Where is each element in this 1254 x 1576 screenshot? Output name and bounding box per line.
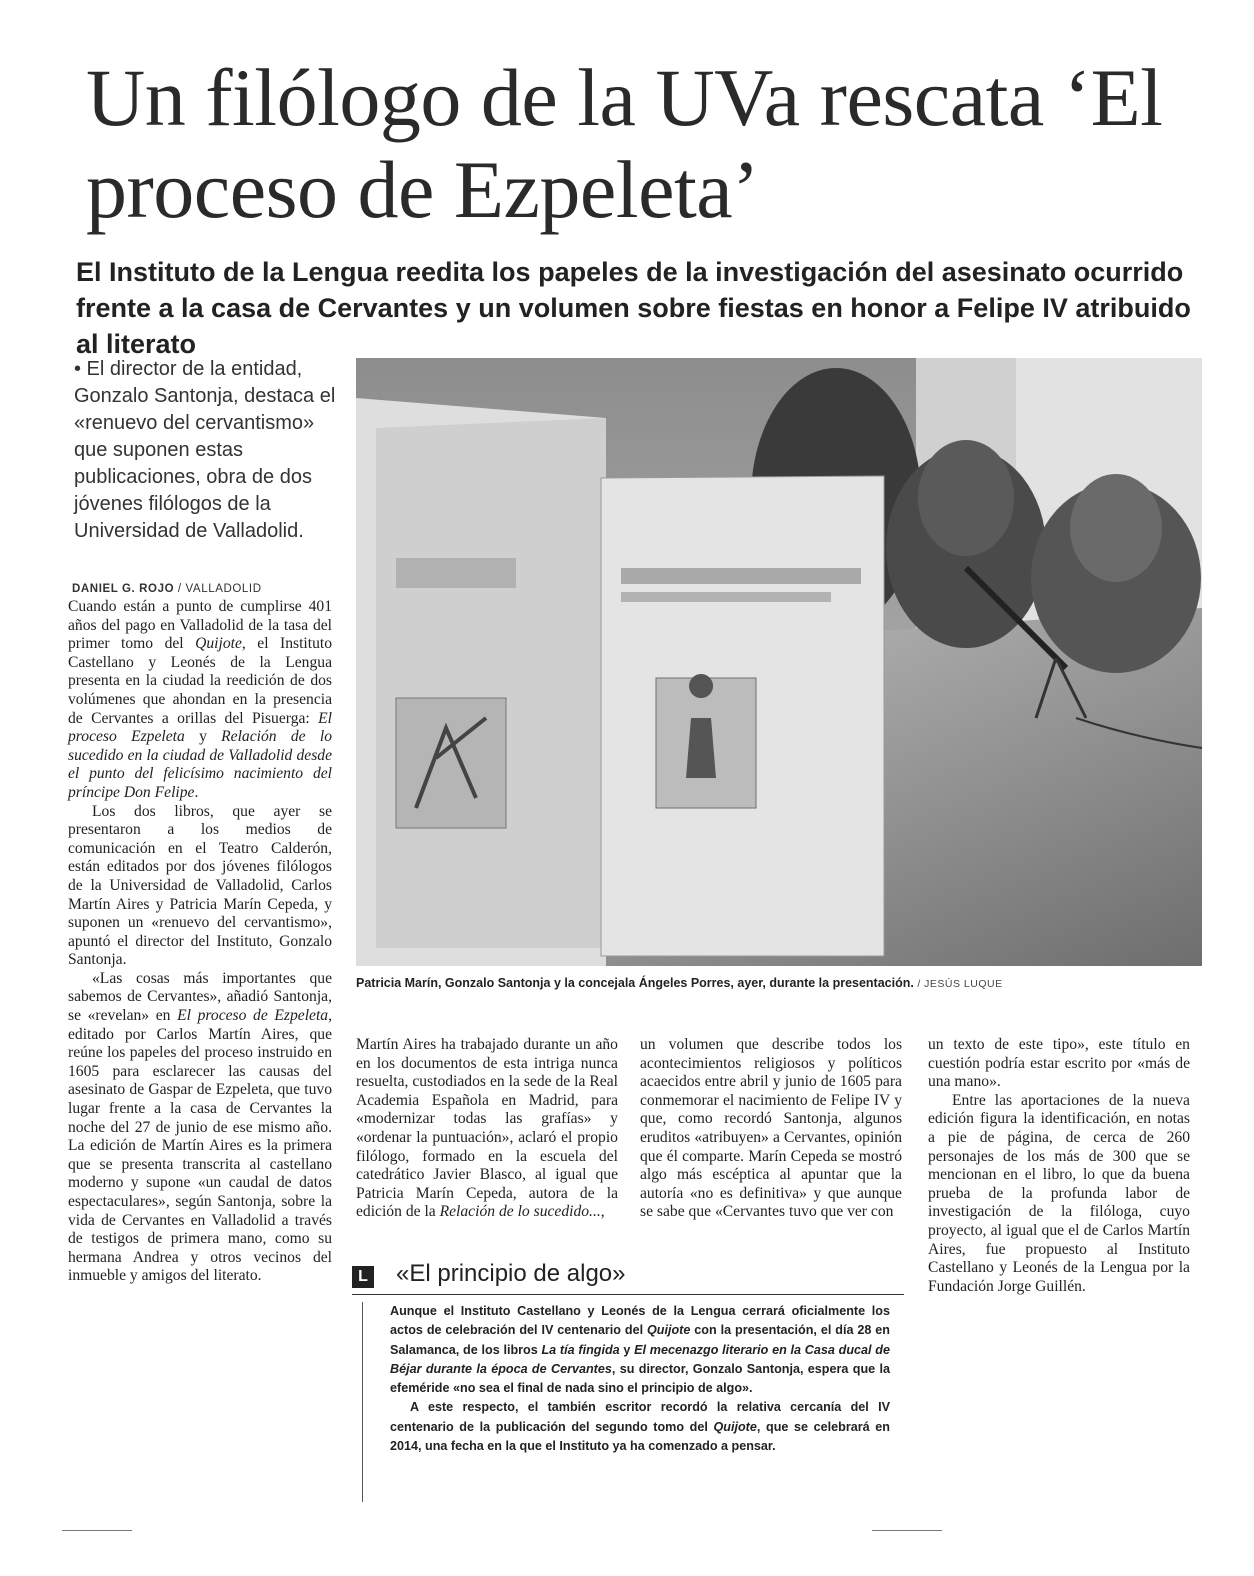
body-paragraph-5: Entre las aportaciones de la nueva edición figura la identificación, en notas a pie de página, de cerca de 260 personajes de los más de 300 que se mencionan en el libro, lo que da buena prueba de la profunda labor de investigación de la filóloga, cuyo proyecto, al igual que el de Carlos Martín Aires, fue propuesto al Instituto Castellano y Leonés de la Lengua por la Fundación Jorge Guillén. xyxy=(928,1091,1191,1295)
text-run: , que se celebrará en 2014, una fecha en la que el Instituto ya ha comenzado a pensar. xyxy=(390,1419,890,1454)
photo-credit: / JESÚS LUQUE xyxy=(917,978,1003,990)
work-title: El proceso de Ezpeleta xyxy=(177,1007,329,1025)
work-title: La tía fingida xyxy=(541,1342,620,1357)
text-run: Aunque el Instituto Castellano y Leonés de la Lengua cerrará oficialmente los actos de celebración del IV centenario del xyxy=(390,1304,890,1338)
byline-location: / VALLADOLID xyxy=(177,583,262,595)
article-photo xyxy=(356,358,1202,966)
text-run: «Las cosas más importantes que sabemos de Cervantes», añadió Santonja, se «revelan» en xyxy=(68,969,332,1025)
work-title: El proceso Ezpeleta xyxy=(68,709,332,746)
presentation-photo-illustration xyxy=(356,358,1202,966)
photo-caption xyxy=(356,974,1202,993)
body-paragraph-4: Martín Aires ha trabajado durante un año en los documentos de esta intriga nunca resuelta, custodiados en la sede de la Real Academia Española en Madrid, para «modernizar todas las grafías» y «ordenar la puntuación», aclaró el propio filólogo, formado en la escuela del catedrático Javier Blasco, al igual que Patricia Marín Cepeda, autora de la edición de la Relación de lo sucedido..., xyxy=(356,1036,619,1221)
text-run: . xyxy=(194,783,199,801)
sidebar-body xyxy=(390,1302,890,1456)
body-column-4 xyxy=(928,1036,1190,1296)
sidebar-box xyxy=(352,1258,904,1530)
sidebar-rule xyxy=(362,1302,363,1502)
text-run: , el Instituto Castellano y Leonés de la Lengua presenta en la ciudad la reedición de dos volúmenes que ahondan en la presencia de Cervantes a orillas del Pisuerga: xyxy=(68,635,332,727)
body-column-3 xyxy=(640,1036,902,1222)
sidebar-paragraph-1 xyxy=(390,1302,890,1398)
subheadline: El Instituto de la Lengua reedita los papeles de la investigación del asesinato ocurrido frente a la casa de Cervantes y un volumen sobre fiestas en honor a Felipe IV atribuido al literato xyxy=(76,257,1191,359)
work-title: Quijote xyxy=(195,635,242,653)
sidebar-marker-icon: L xyxy=(352,1266,374,1288)
sidebar-header xyxy=(352,1258,904,1295)
body-column-1 xyxy=(68,598,332,1286)
work-title: Quijote xyxy=(647,1323,691,1338)
body-column-2 xyxy=(356,1036,618,1222)
body-paragraph-4: un texto de este tipo», este título en cuestión podría estar escrito por «más de una mano». xyxy=(928,1036,1191,1091)
sidebar-title: «El principio de algo» xyxy=(396,1260,626,1287)
text-run: , su director, Gonzalo Santonja, espera que la efeméride «no sea el final de nada sino el principio de algo». xyxy=(390,1361,890,1396)
work-title: Relación de lo sucedido en la ciudad de Valladolid desde el punto del felicísimo nacimiento del príncipe Don Felipe xyxy=(68,728,332,801)
work-title: Quijote xyxy=(713,1419,757,1434)
text-run: , editado por Carlos Martín Aires, que reúne los papeles del proceso instruido en 1605 para esclarecer las causas del asesinato de Gaspar de Ezpeleta, que tuvo lugar frente a la casa de Cervantes la noche del 27 de junio de ese mismo año. La edición de Martín Aires es la primera que se presenta transcrita al castellano moderno y supone «un caudal de datos espectaculares», según Santonja, sobre la vida de Cervantes en Valladolid a través de testigos de primera mano, como su hermana Andrea y otros vecinos del inmueble y amigos del literato. xyxy=(68,1007,332,1285)
caption-text: Patricia Marín, Gonzalo Santonja y la concejala Ángeles Porres, ayer, durante la presentación. xyxy=(356,976,914,990)
byline xyxy=(72,580,352,598)
body-paragraph-3 xyxy=(68,970,332,1286)
work-title: El mecenazgo literario en la Casa ducal de Béjar durante la época de Cervantes xyxy=(390,1342,890,1376)
footer-rule xyxy=(872,1530,942,1531)
text-run: y xyxy=(184,728,222,746)
text-run: Cuando están a punto de cumplirse 401 años del pago en Valladolid de la tasa del primer tomo del xyxy=(68,598,332,653)
body-paragraph-1 xyxy=(68,598,332,803)
body-paragraph-2: Los dos libros, que ayer se presentaron a los medios de comunicación en el Teatro Calderón, están editados por dos jóvenes filólogos de la Universidad de Valladolid, Carlos Martín Aires y Patricia Marín Cepeda, y suponen un «renuevo del cervantismo», apuntó el director del Instituto, Gonzalo Santonja. xyxy=(68,802,332,969)
text-run: con la presentación, el día 28 en Salamanca, de los libros xyxy=(390,1323,890,1357)
text-run: A este respecto, el también escritor recordó la relativa cercanía del IV centenario de la publicación del segundo tomo del xyxy=(390,1400,890,1434)
footer-rule xyxy=(62,1530,132,1531)
byline-author: DANIEL G. ROJO xyxy=(72,583,175,595)
sidebar-paragraph-2 xyxy=(390,1398,890,1456)
text-run: y xyxy=(619,1342,635,1357)
headline: Un filólogo de la UVa rescata ‘El proceso de Ezpeleta’ xyxy=(86,52,1163,235)
lead-summary: • El director de la entidad, Gonzalo Santonja, destaca el «renuevo del cervantismo» que suponen estas publicaciones, obra de dos jóvenes filólogos de la Universidad de Valladolid. xyxy=(74,358,336,542)
body-paragraph-4: un volumen que describe todos los acontecimientos religiosos y políticos acaecidos entre abril y junio de 1605 para conmemorar el nacimiento de Felipe IV y que, como recordó Santonja, algunos eruditos «atribuyen» a Cervantes, opinión que él comparte. Marín Cepeda se mostró algo más escéptica al apuntar que la autoría «no es definitiva» y que aunque se sabe que «Cervantes tuvo que ver con xyxy=(640,1036,903,1221)
